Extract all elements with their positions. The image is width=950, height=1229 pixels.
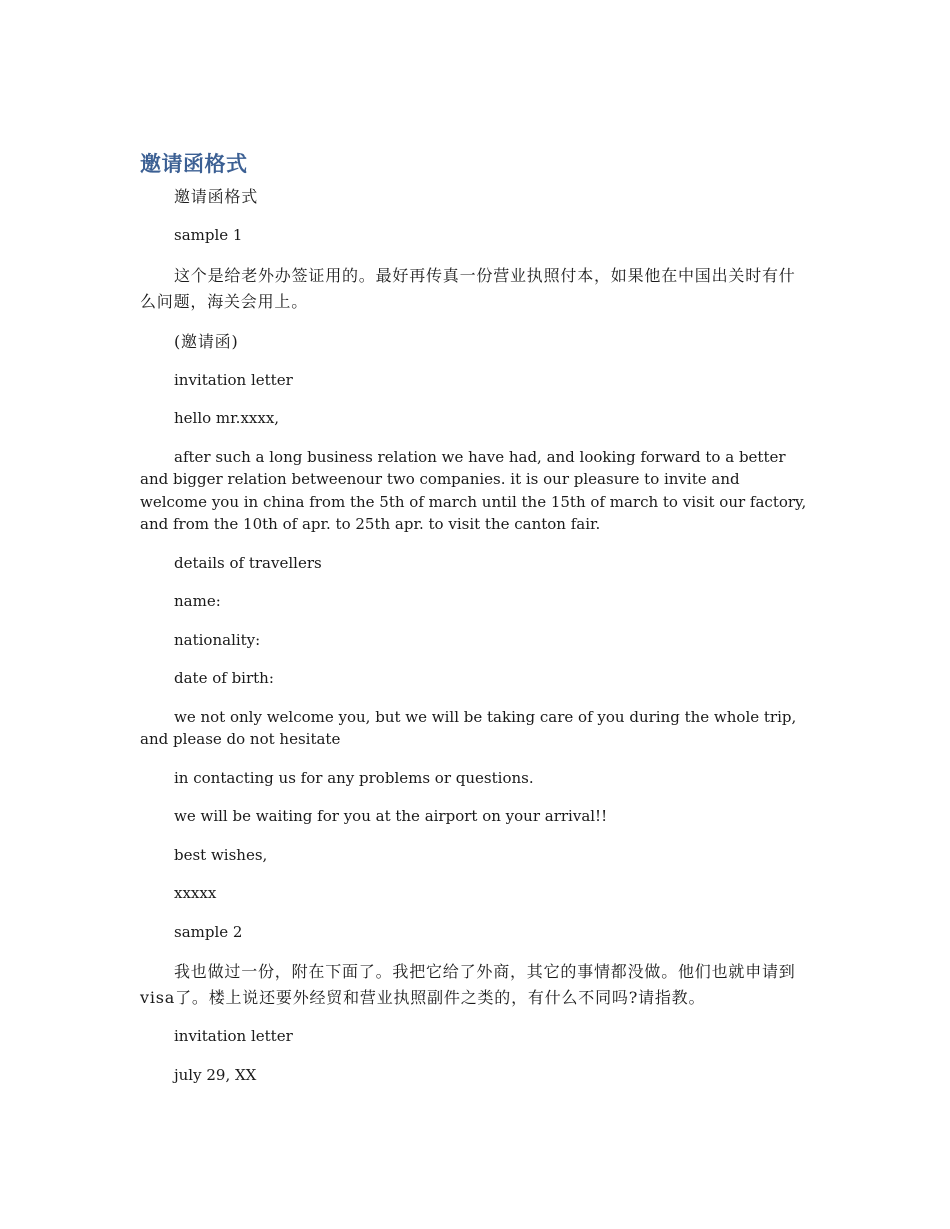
paragraph-welcome: we not only welcome you, but we will be taking care of you during the whole trip, and please do not hesitate xyxy=(140,707,797,748)
document-page xyxy=(140,148,808,1102)
paragraph-closing: best wishes, xyxy=(174,845,268,864)
paragraph-invitation-body: after such a long business relation we have had, and looking forward to a better and bigger relation betweenour two companies. it is our pleasure to invite and welcome you in china from the 5th of march until the 15th of march to visit our factory, and from the 10th of apr. to 25th apr. to visit the canton fair. xyxy=(140,447,807,533)
paragraph-contact: in contacting us for any problems or questions. xyxy=(174,768,534,787)
paragraph-airport: we will be waiting for you at the airport on your arrival!! xyxy=(174,807,608,825)
paragraph-field-date-of-birth: date of birth: xyxy=(174,669,274,687)
paragraph-field-nationality: nationality: xyxy=(174,630,261,649)
paragraph-letter-heading-2: invitation letter xyxy=(174,1027,293,1045)
paragraph-date: july 29, XX xyxy=(174,1065,257,1084)
document-title: 邀请函格式 xyxy=(140,152,248,176)
paragraph-letter-label-cn: (邀请函) xyxy=(174,331,239,351)
paragraph-signature: xxxxx xyxy=(174,884,217,902)
paragraph-sample-1-label: sample 1 xyxy=(174,226,243,244)
paragraph-travellers-heading: details of travellers xyxy=(174,553,322,572)
paragraph-greeting: hello mr.xxxx, xyxy=(174,409,280,427)
paragraph-subtitle: 邀请函格式 xyxy=(174,187,259,206)
paragraph-letter-heading: invitation letter xyxy=(174,370,293,389)
paragraph-sample-2-note: 我也做过一份，附在下面了。我把它给了外商，其它的事情都没做。他们也就申请到visa了。楼上说还要外经贸和营业执照副件之类的，有什么不同吗?请指教。 xyxy=(140,962,796,1007)
paragraph-sample-2-label: sample 2 xyxy=(174,922,243,941)
paragraph-field-name: name: xyxy=(174,592,221,610)
paragraph-sample-1-note: 这个是给老外办签证用的。最好再传真一份营业执照付本，如果他在中国出关时有什么问题，海关会用上。 xyxy=(140,265,796,311)
